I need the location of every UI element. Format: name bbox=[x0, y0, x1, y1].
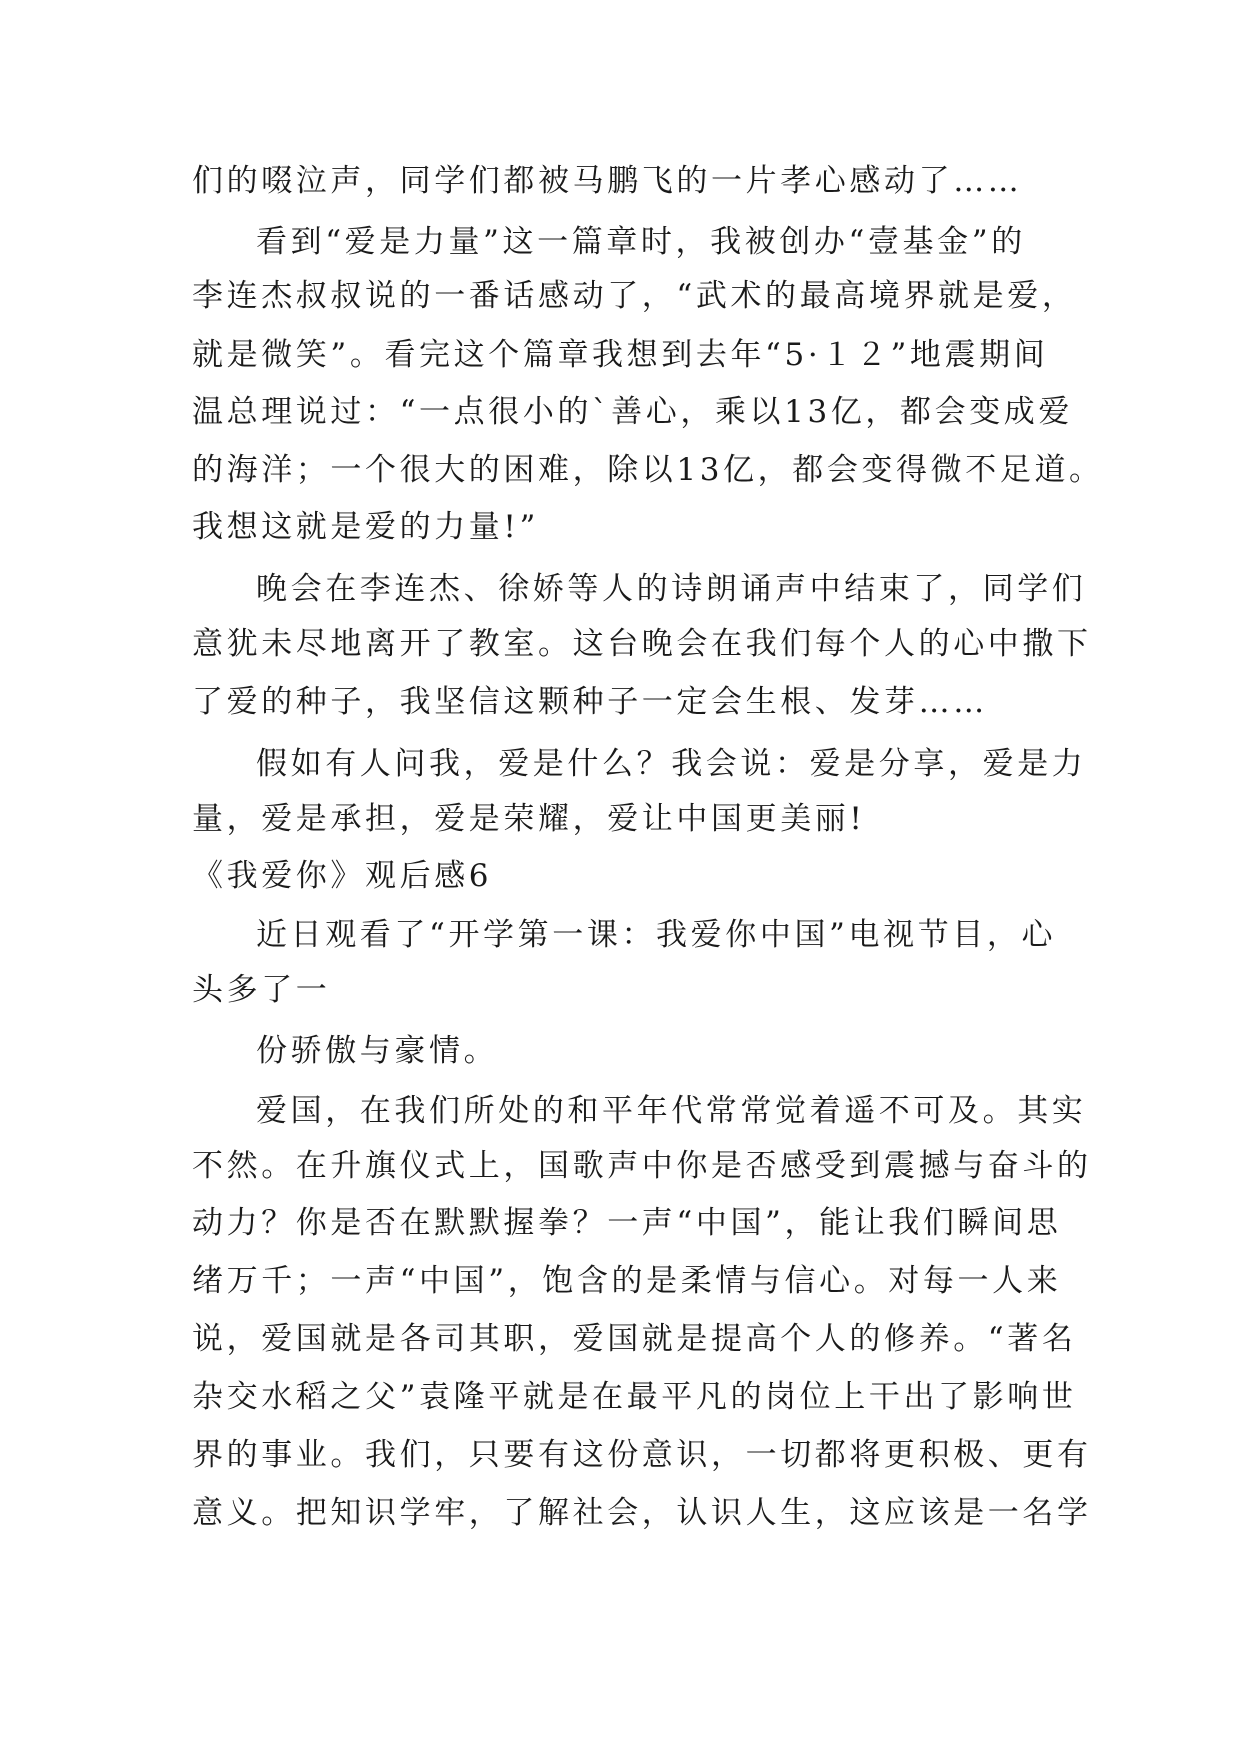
paragraph-first-line: 近日观看了“开学第一课：我爱你中国”电视节目，心 bbox=[256, 917, 1057, 953]
text-line: 意义。把知识学牢，了解社会，认识人生，这应该是一名学 bbox=[192, 1495, 1092, 1531]
paragraph-first-line: 假如有人问我，爱是什么？我会说：爱是分享，爱是力 bbox=[256, 746, 1087, 782]
text-line: 量，爱是承担，爱是荣耀，爱让中国更美丽! bbox=[192, 801, 866, 837]
text-line: 了爱的种子，我坚信这颗种子一定会生根、发芽…… bbox=[192, 684, 988, 720]
section-heading: 《我爱你》观后感6 bbox=[192, 858, 493, 894]
paragraph-first-line: 份骄傲与豪情。 bbox=[256, 1033, 499, 1069]
text-line: 就是微笑”。看完这个篇章我想到去年“5·１２”地震期间 bbox=[192, 337, 1049, 373]
text-line: 温总理说过：“一点很小的`善心，乘以13亿，都会变成爱 bbox=[192, 394, 1073, 430]
text-line: 不然。在升旗仪式上，国歌声中你是否感受到震撼与奋斗的 bbox=[192, 1148, 1092, 1184]
text-line: 动力？你是否在默默握拳？一声“中国”，能让我们瞬间思 bbox=[192, 1205, 1062, 1241]
text-line: 杂交水稻之父”袁隆平就是在最平凡的岗位上干出了影响世 bbox=[192, 1379, 1077, 1415]
text-line: 我想这就是爱的力量!” bbox=[192, 509, 539, 545]
paragraph-first-line: 爱国，在我们所处的和平年代常常觉着遥不可及。其实 bbox=[256, 1093, 1087, 1129]
text-line: 界的事业。我们，只要有这份意识，一切都将更积极、更有 bbox=[192, 1437, 1092, 1473]
text-line: 们的啜泣声，同学们都被马鹏飞的一片孝心感动了…… bbox=[192, 163, 1023, 199]
text-line: 绪万千；一声“中国”，饱含的是柔情与信心。对每一人来 bbox=[192, 1263, 1062, 1299]
text-line: 说，爱国就是各司其职，爱国就是提高个人的修养。“著名 bbox=[192, 1321, 1077, 1357]
paragraph-first-line: 看到“爱是力量”这一篇章时，我被创办“壹基金”的 bbox=[256, 224, 1026, 260]
text-line: 意犹未尽地离开了教室。这台晚会在我们每个人的心中撒下 bbox=[192, 626, 1092, 662]
text-line: 的海洋；一个很大的困难，除以13亿，都会变得微不足道。 bbox=[192, 452, 1104, 488]
text-line: 李连杰叔叔说的一番话感动了，“武术的最高境界就是爱， bbox=[192, 278, 1077, 314]
text-line: 头多了一 bbox=[192, 972, 331, 1008]
paragraph-first-line: 晚会在李连杰、徐娇等人的诗朗诵声中结束了，同学们 bbox=[256, 571, 1087, 607]
